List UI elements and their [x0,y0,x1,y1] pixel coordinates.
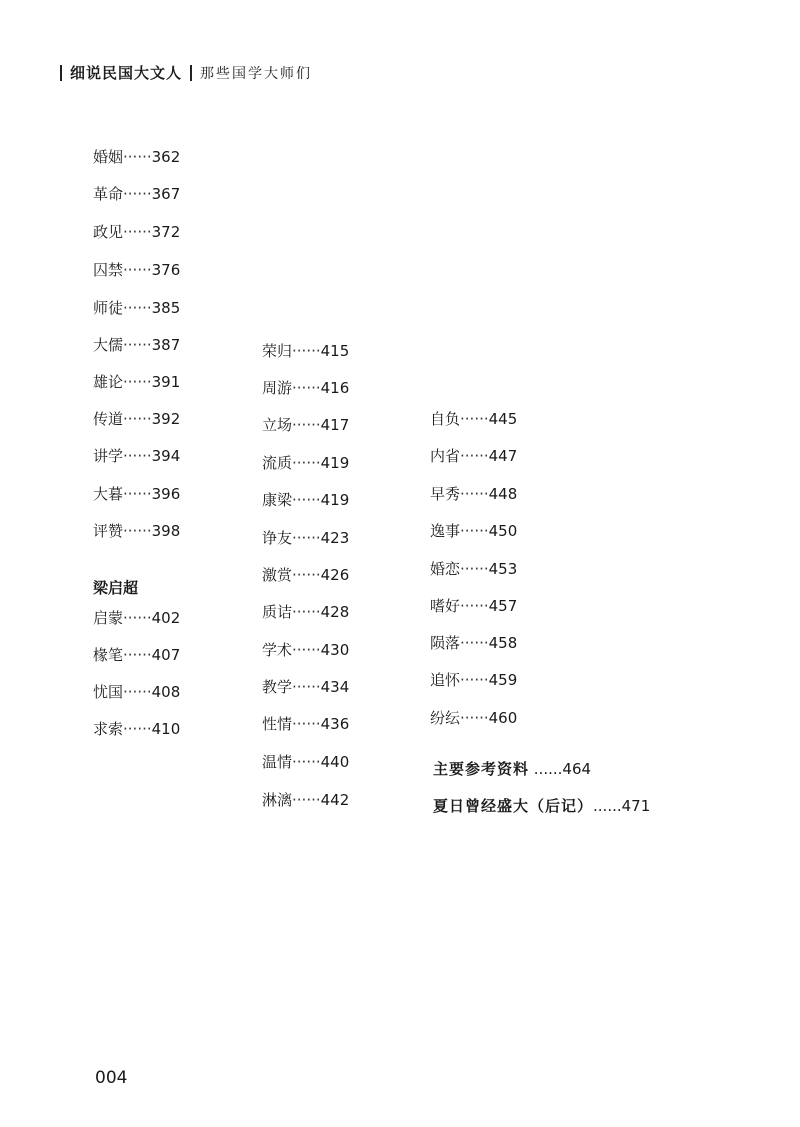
toc-entry: 质诘······428 [262,603,350,621]
toc-entry: 传道······392 [93,410,181,428]
toc-entry: 婚姻······362 [93,148,181,166]
page-number: 004 [95,1068,128,1088]
running-header [60,62,312,83]
toc-entry: 椽笔······407 [93,646,181,664]
toc-entry: 雄论······391 [93,373,181,391]
book-subtitle: 那些国学大师们 [200,65,313,82]
toc-entry: 纷纭······460 [430,709,518,727]
toc-entry: 诤友······423 [262,529,350,547]
toc-entry: 荣归······415 [262,342,350,360]
toc-entry: 淋漓······442 [262,791,350,809]
toc-entry: 早秀······448 [430,485,518,503]
toc-entry: 教学······434 [262,678,350,696]
toc-entry: 康梁······419 [262,491,350,509]
toc-entry: 内省······447 [430,447,518,465]
toc-entry: 温情······440 [262,753,350,771]
toc-entry: 学术······430 [262,641,350,659]
section-heading: 梁启超 [93,579,139,597]
toc-entry: 陨落······458 [430,634,518,652]
toc-entry: 激赏······426 [262,566,350,584]
toc-entry: 自负······445 [430,410,518,428]
toc-entry: 师徒······385 [93,299,181,317]
back-matter-entry: 主要参考资料 ......464 [433,760,592,778]
toc-entry: 讲学······394 [93,447,181,465]
toc-entry: 评赞······398 [93,522,181,540]
toc-entry: 大儒······387 [93,336,181,354]
toc-entry: 逸事······450 [430,522,518,540]
toc-entry: 囚禁······376 [93,261,181,279]
toc-entry: 性情······436 [262,715,350,733]
toc-entry: 革命······367 [93,185,181,203]
back-matter-entry: 夏日曾经盛大（后记）......471 [433,797,651,815]
toc-entry: 立场······417 [262,416,350,434]
toc-entry: 政见······372 [93,223,181,241]
toc-entry: 婚恋······453 [430,560,518,578]
toc-entry: 忧国······408 [93,683,181,701]
toc-entry: 求索······410 [93,720,181,738]
header-divider [190,65,192,81]
toc-entry: 追怀······459 [430,671,518,689]
book-title: 细说民国大文人 [70,64,183,82]
toc-entry: 嗜好······457 [430,597,518,615]
toc-entry: 流质······419 [262,454,350,472]
header-divider [60,65,62,81]
toc-entry: 周游······416 [262,379,350,397]
toc-entry: 启蒙······402 [93,609,181,627]
toc-entry: 大暮······396 [93,485,181,503]
